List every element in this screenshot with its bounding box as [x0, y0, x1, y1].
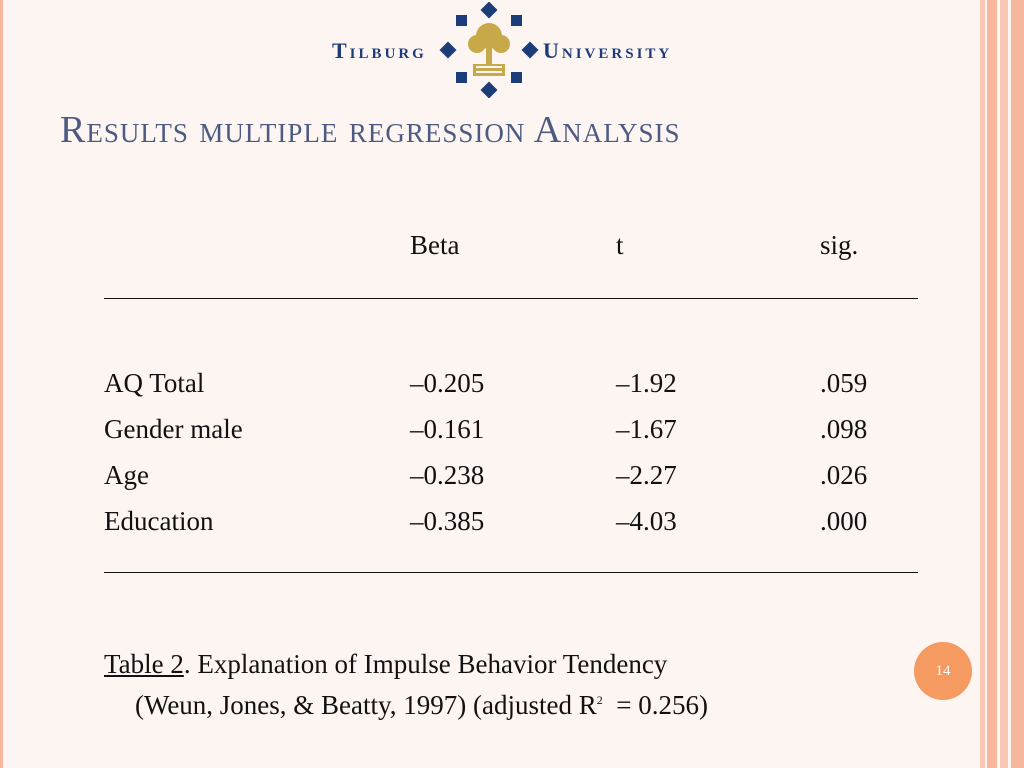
row-label: Age: [104, 460, 149, 490]
header-sig: sig.: [820, 230, 859, 260]
row-label: Education: [104, 506, 214, 536]
table-header-row: [104, 230, 918, 270]
slide-left-border: [0, 0, 3, 768]
header-beta: Beta: [410, 230, 460, 260]
logo-emblem-icon: [439, 2, 543, 98]
row-sig: .000: [820, 506, 868, 536]
caption-superscript: 2: [596, 693, 603, 707]
caption-line-1: [104, 646, 904, 682]
caption-line-2: [104, 682, 904, 723]
row-t: –4.03: [616, 506, 677, 536]
row-label: Gender male: [104, 414, 243, 444]
table-row: [104, 460, 918, 500]
row-t: –1.92: [616, 368, 677, 398]
table-row: [104, 414, 918, 454]
logo-right-text: University: [543, 38, 673, 63]
row-beta: –0.205: [410, 368, 485, 398]
row-beta: –0.385: [410, 506, 485, 536]
row-beta: –0.161: [410, 414, 485, 444]
row-sig: .059: [820, 368, 868, 398]
row-t: –1.67: [616, 414, 677, 444]
table-bottom-rule: [104, 572, 918, 573]
row-t: –2.27: [616, 460, 677, 490]
logo-left-text: Tilburg: [332, 38, 427, 63]
caption-line-2b: = 0.256): [602, 690, 708, 720]
table-row: [104, 506, 918, 546]
page-number-badge: 14: [914, 642, 972, 700]
caption-table-label: Table 2: [104, 649, 184, 679]
caption-line-2a: (Weun, Jones, & Beatty, 1997) (adjusted R: [135, 690, 597, 720]
header-t: t: [616, 230, 624, 260]
slide-title: Results multiple regression Analysis: [60, 109, 681, 151]
table-top-rule: [104, 298, 918, 299]
right-decorative-stripes: [980, 0, 1024, 768]
university-logo: [332, 2, 698, 98]
table-caption: [104, 646, 904, 723]
caption-line-1-text: . Explanation of Impulse Behavior Tendency: [183, 649, 668, 679]
row-sig: .098: [820, 414, 868, 444]
row-sig: .026: [820, 460, 868, 490]
row-label: AQ Total: [104, 368, 205, 398]
table-row: [104, 368, 918, 408]
row-beta: –0.238: [410, 460, 485, 490]
